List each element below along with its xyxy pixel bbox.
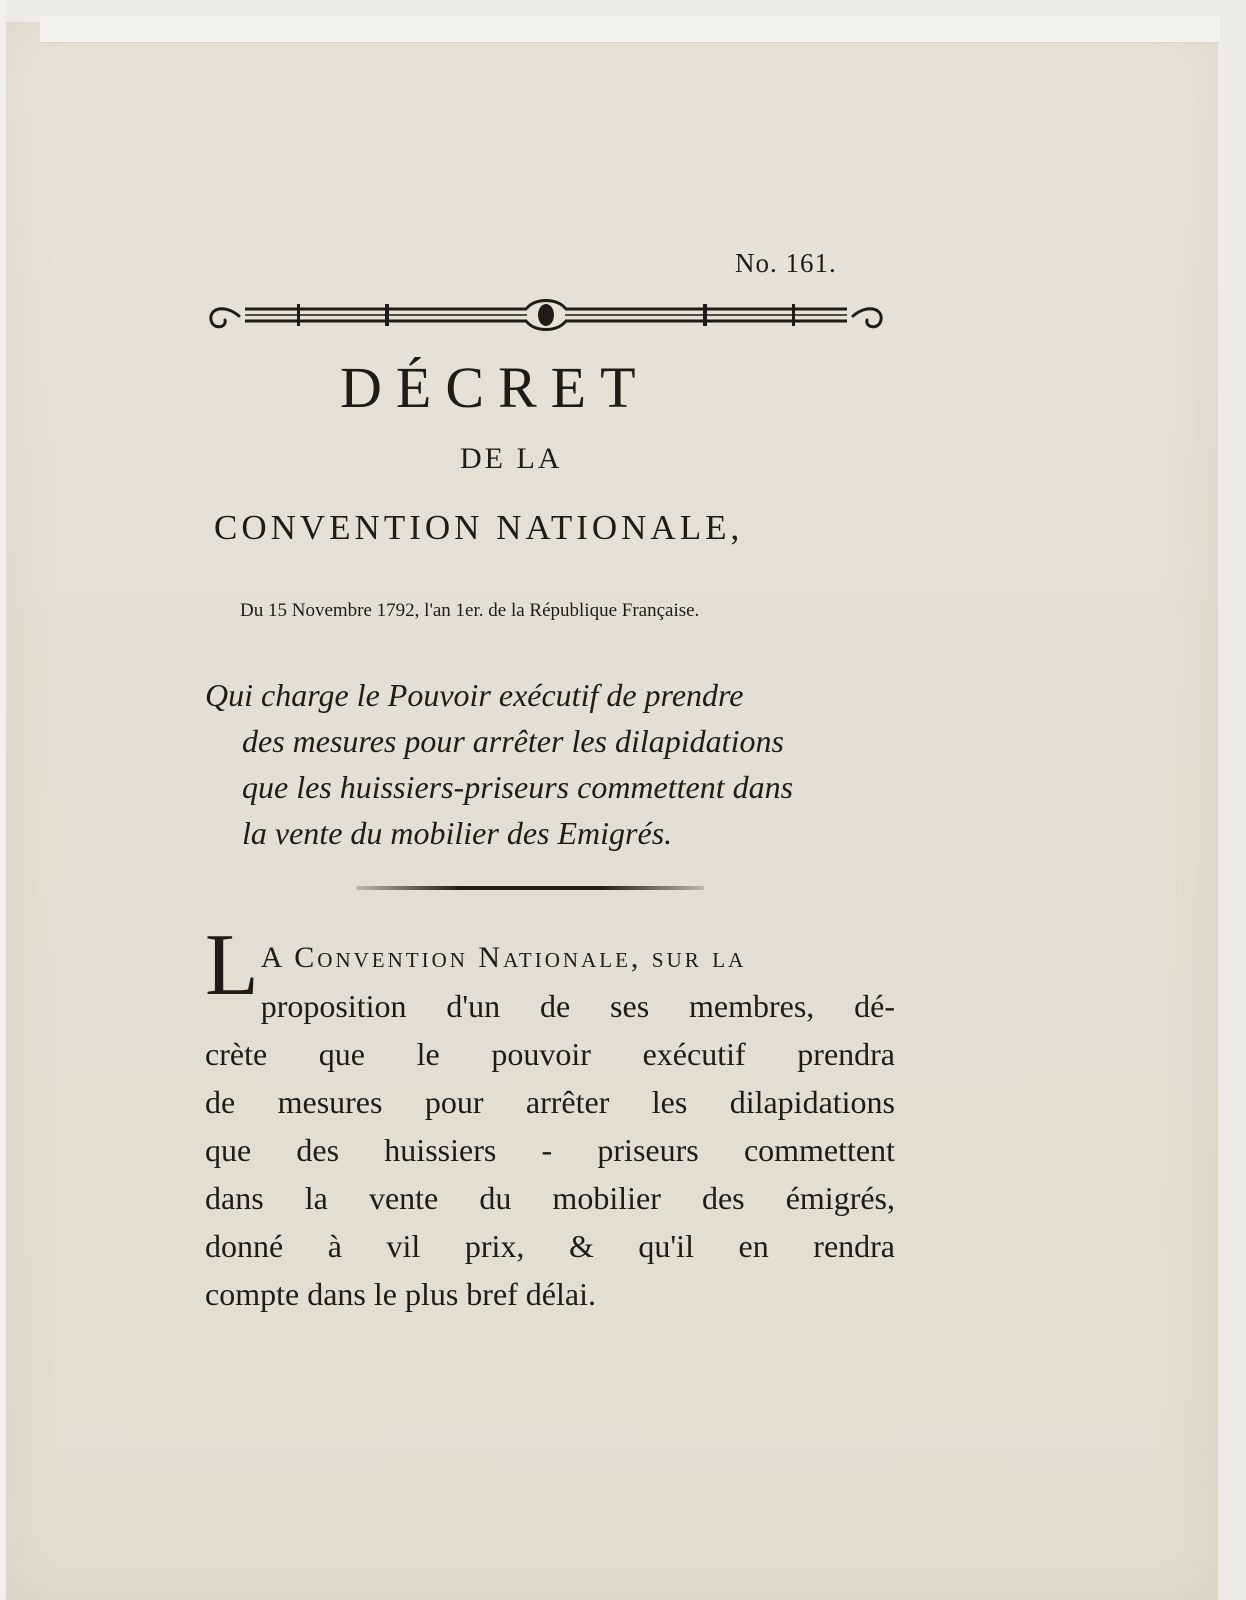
- body-line: compte dans le plus bref délai.: [205, 1276, 596, 1312]
- body-line: proposition d'un de ses membres, dé-: [260, 988, 895, 1024]
- summary-line: des mesures pour arrêter les dilapidations: [242, 723, 784, 759]
- summary-line: la vente du mobilier des Emigrés.: [242, 815, 673, 851]
- summary-line: que les huissiers-priseurs commettent dans: [242, 769, 794, 805]
- decree-date: Du 15 Novembre 1792, l'an 1er. de la République Française.: [240, 600, 700, 621]
- body-line: donné à vil prix, & qu'il en rendra: [205, 1228, 895, 1264]
- summary-line: Qui charge le Pouvoir exécutif de prendre: [205, 677, 744, 713]
- decree-title: DÉCRET: [340, 355, 650, 420]
- document-number: No. 161.: [735, 248, 837, 278]
- body-line: de mesures pour arrêter les dilapidations: [205, 1084, 895, 1120]
- sheet-top-edge: [40, 16, 1220, 43]
- decree-summary: [205, 672, 905, 856]
- body-first-line: A Convention Nationale, sur la: [260, 941, 747, 974]
- sheet-left-edge: [0, 0, 6, 1600]
- assembly-name: CONVENTION NATIONALE,: [214, 508, 744, 547]
- decree-subtitle: DE LA: [460, 442, 563, 475]
- decree-body: [205, 917, 895, 1318]
- body-line: dans la vente du mobilier des émigrés,: [205, 1180, 895, 1216]
- section-divider: [356, 886, 704, 890]
- drop-cap: L: [205, 917, 259, 1014]
- body-line: que des huissiers - priseurs commettent: [205, 1132, 895, 1168]
- header-ornament: [205, 294, 887, 336]
- body-line: crète que le pouvoir exécutif prendra: [205, 1036, 895, 1072]
